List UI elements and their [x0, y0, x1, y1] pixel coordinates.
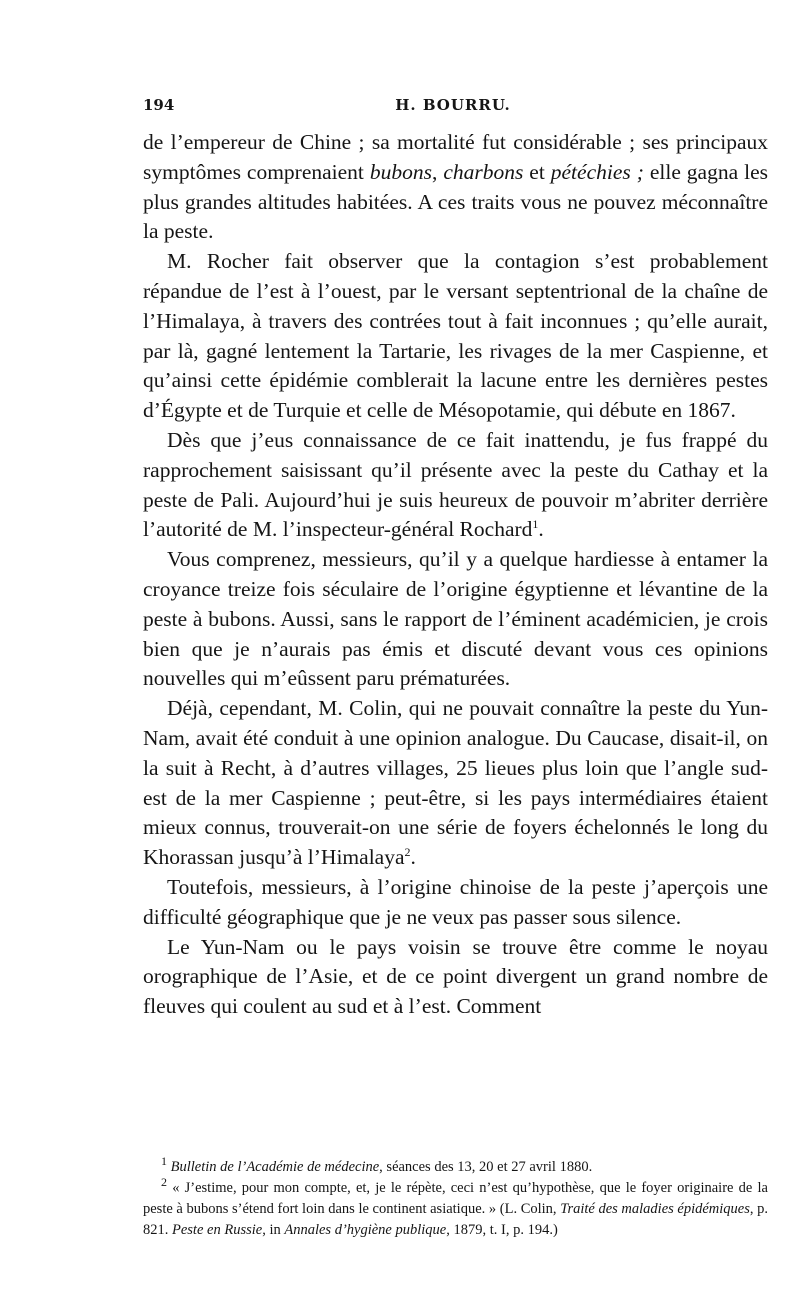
italic-bubons: bubons — [369, 159, 432, 184]
footnote-2-text-c: , in — [262, 1222, 285, 1238]
paragraph-4 — [143, 545, 768, 694]
paragraph-2 — [143, 247, 768, 426]
footnote-2 — [143, 1175, 769, 1241]
running-head-author: H. BOURRU. — [395, 96, 511, 114]
paragraph-1-text-d: elle gagna les plus grandes altitudes habitées. A ces traits vous ne pouvez méconnaître la peste. — [143, 159, 768, 244]
paragraph-3 — [143, 426, 768, 545]
italic-charbons: charbons — [443, 159, 524, 184]
paragraph-1 — [143, 128, 768, 247]
paragraph-5-text: Déjà, cependant, M. Colin, qui ne pouvait connaître la peste du Yun-Nam, avait été conduit à une opinion analogue. Du Caucase, disait-il, on la suit à Recht, à d’autres villages, 25 lieues plus loin que l’angle sud-est de la mer Caspienne ; peut-être, si les pays intermédiaires étaient mieux connus, trouverait-on une série de foyers échelonnés le long du Khorassan jusqu’à l’Himalaya — [143, 696, 768, 870]
paragraph-2-text: M. Rocher fait observer que la contagion s’est probablement répandue de l’est à l’ouest, par le versant septentrional de la chaîne de l’Himalaya, à travers des contrées tout à fait inconnues ; qu’elle aurait, par là, gagné lentement la Tartarie, les rivages de la mer Caspienne, et qu’ainsi cette épidémie comblerait la lacune entre les dernières pestes d’Égypte et de Turquie et celle de Mésopotamie, qui débute en 1867. — [143, 249, 768, 423]
footnote-2-text-a: « J’estime, pour mon compte, et, je le répète, ceci n’est qu’hypothèse, que le foyer originaire de la peste à bubons s’étend fort loin dans le continent asiatique. » (L. Colin, — [143, 1180, 768, 1217]
italic-petechies: pétéchies ; — [550, 159, 644, 184]
paragraph-6 — [143, 873, 768, 933]
paragraph-7 — [143, 933, 768, 1022]
footnote-1 — [143, 1154, 768, 1178]
page-number: 194 — [143, 96, 175, 114]
footnote-2-text-d: , 1879, t. I, p. 194.) — [446, 1222, 558, 1238]
footnote-2-title-traite: Traité des maladies épidémiques — [560, 1201, 750, 1217]
footnote-1-mark: 1 — [161, 1154, 167, 1169]
footnote-1-rest: , séances des 13, 20 et 27 avril 1880. — [379, 1159, 593, 1175]
paragraph-7-text: Le Yun-Nam ou le pays voisin se trouve être comme le noyau orographique de l’Asie, et de ce point divergent un grand nombre de fleuves qui coulent au sud et à l’est. Comment — [143, 934, 768, 1019]
paragraph-1-text-c: et — [523, 159, 551, 184]
paragraph-3-tail: . — [538, 517, 544, 542]
footnote-2-text-b: , p. 821. — [143, 1201, 769, 1238]
footnote-1-title: Bulletin de l’Académie de médecine — [170, 1159, 380, 1175]
footnote-2-title-peste: Peste en Russie — [172, 1222, 263, 1238]
footnote-2-title-annales: Annales d’hygiène publique — [284, 1222, 447, 1238]
paragraph-6-text: Toutefois, messieurs, à l’origine chinoise de la peste j’aperçois une difficulté géographique que je ne veux pas passer sous silence. — [143, 874, 768, 929]
paragraph-1-text-a: de l’empereur de Chine ; sa mortalité fut considérable ; ses principaux symptômes comprenaient — [143, 130, 768, 184]
footnote-2-mark: 2 — [161, 1175, 167, 1190]
paragraph-4-text: Vous comprenez, messieurs, qu’il y a quelque hardiesse à entamer la croyance treize fois séculaire de l’origine égyptienne et lévantine de la peste à bubons. Aussi, sans le rapport de l’éminent académicien, je crois bien que je n’aurais pas émis et discuté devant vous ces opinions nouvelles qui m’eûssent paru prématurées. — [143, 547, 768, 691]
footnote-reference-1[interactable]: 1 — [532, 517, 539, 532]
footnote-reference-2[interactable]: 2 — [404, 844, 411, 859]
body-text — [143, 128, 768, 1022]
paragraph-5 — [143, 694, 768, 873]
paragraph-5-tail: . — [410, 845, 416, 870]
footnotes — [143, 1154, 769, 1241]
paragraph-1-text-b: , — [431, 159, 444, 184]
running-head — [143, 96, 763, 122]
paragraph-3-text: Dès que j’eus connaissance de ce fait inattendu, je fus frappé du rapprochement saisissant qu’il présente avec la peste du Cathay et la peste de Pali. Aujourd’hui je suis heureux de pouvoir m’abriter derrière l’autorité de M. l’inspecteur-général Rochard — [143, 427, 768, 542]
